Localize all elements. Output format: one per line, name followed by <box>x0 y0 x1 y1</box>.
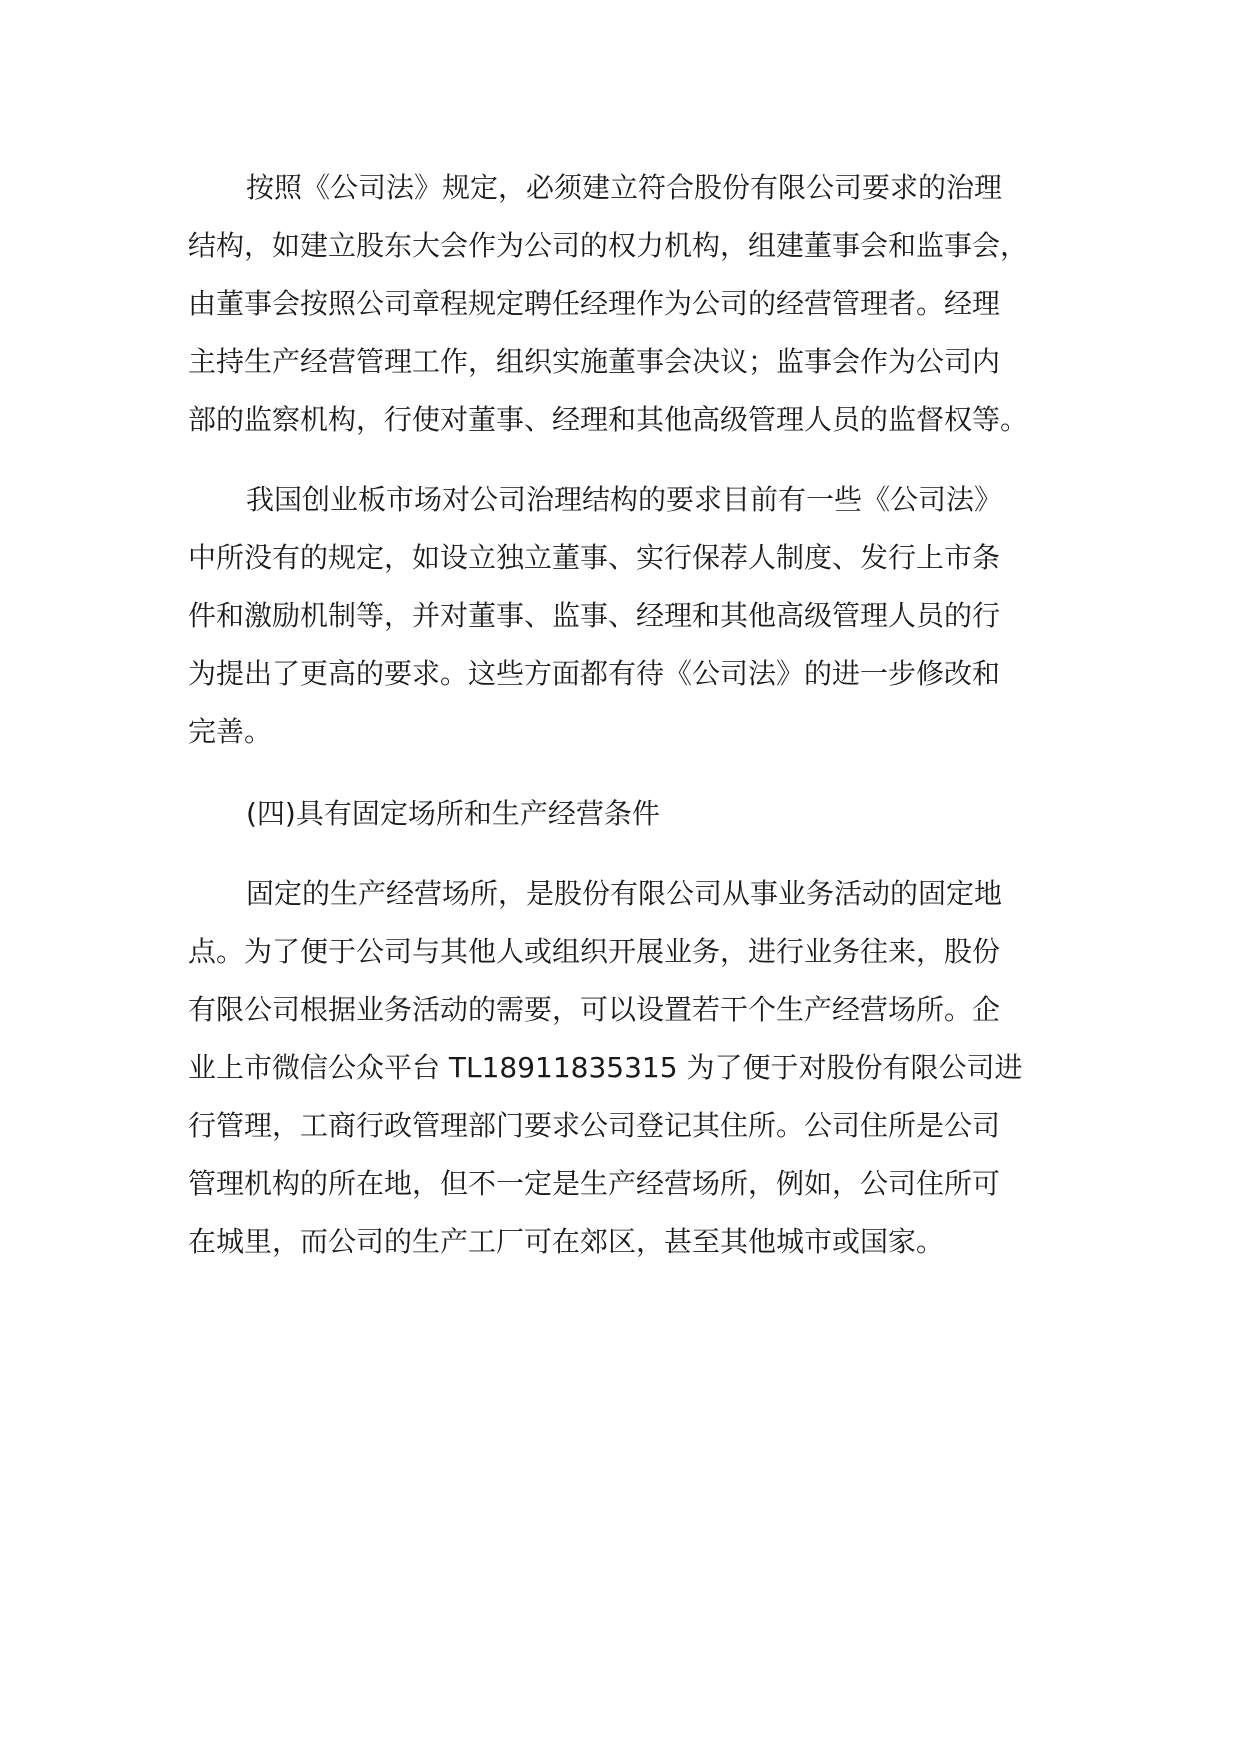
paragraph-1-line-3: 由董事会按照公司章程规定聘任经理作为公司的经营管理者。经理 <box>188 287 1001 320</box>
paragraph-4-line-6: 管理机构的所在地，但不一定是生产经营场所，例如，公司住所可 <box>188 1167 1001 1200</box>
paragraph-2-line-1: 我国创业板市场对公司治理结构的要求目前有一些《公司法》 <box>246 483 1003 516</box>
paragraph-1-line-1: 按照《公司法》规定，必须建立符合股份有限公司要求的治理 <box>246 171 1003 204</box>
paragraph-4-line-5: 行管理，工商行政管理部门要求公司登记其住所。公司住所是公司 <box>188 1109 1001 1142</box>
paragraph-1-line-2: 结构，如建立股东大会作为公司的权力机构，组建董事会和监事会， <box>188 229 1029 262</box>
paragraph-4-line-1: 固定的生产经营场所，是股份有限公司从事业务活动的固定地 <box>246 877 1003 910</box>
paragraph-2-line-3: 件和激励机制等，并对董事、监事、经理和其他高级管理人员的行 <box>188 599 1001 632</box>
paragraph-1-line-5: 部的监察机构，行使对董事、经理和其他高级管理人员的监督权等。 <box>188 403 1029 436</box>
paragraph-4-line-2: 点。为了便于公司与其他人或组织开展业务，进行业务往来，股份 <box>188 935 1001 968</box>
section-heading: (四)具有固定场所和生产经营条件 <box>246 797 660 830</box>
paragraph-1-line-4: 主持生产经营管理工作，组织实施董事会决议；监事会作为公司内 <box>188 345 1001 378</box>
paragraph-2-line-5: 完善。 <box>188 715 273 748</box>
paragraph-4-line-4: 业上市微信公众平台 TL18911835315 为了便于对股份有限公司进 <box>188 1051 1023 1084</box>
paragraph-4-line-7: 在城里，而公司的生产工厂可在郊区，甚至其他城市或国家。 <box>188 1225 945 1258</box>
paragraph-2-line-4: 为提出了更高的要求。这些方面都有待《公司法》的进一步修改和 <box>188 657 1001 690</box>
paragraph-4-line-3: 有限公司根据业务活动的需要，可以设置若干个生产经营场所。企 <box>188 993 1001 1026</box>
paragraph-2-line-2: 中所没有的规定，如设立独立董事、实行保荐人制度、发行上市条 <box>188 541 1001 574</box>
